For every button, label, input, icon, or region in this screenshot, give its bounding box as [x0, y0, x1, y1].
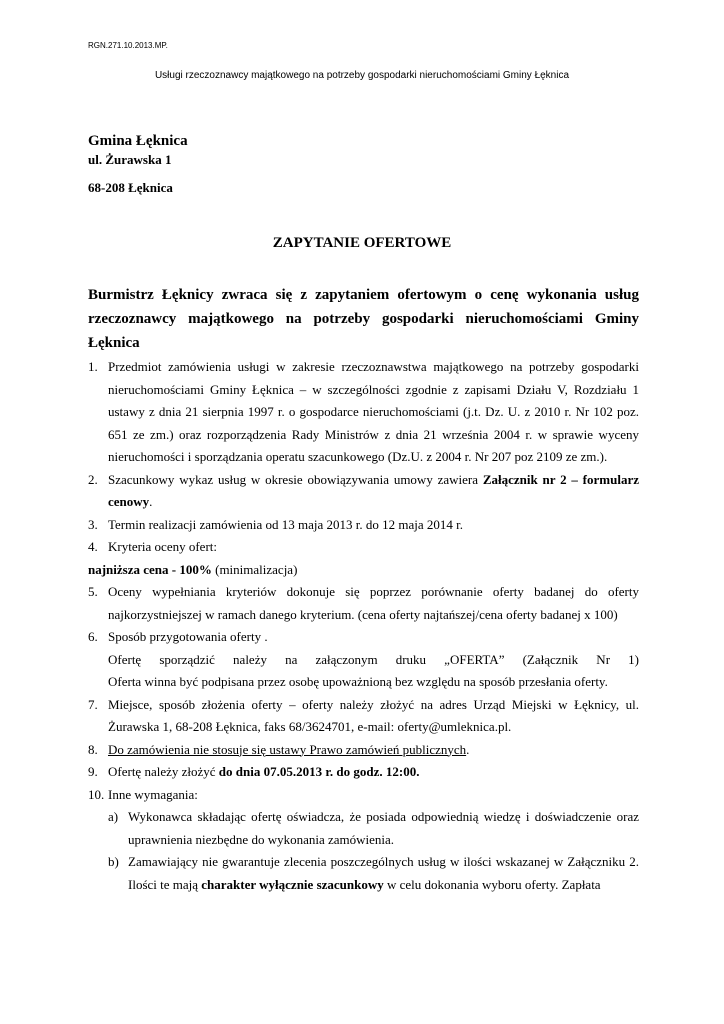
sub-item-letter: a) [108, 809, 119, 824]
address-name: Gmina Łęknica [88, 133, 188, 149]
address-city: 68-208 Łęknica [88, 180, 173, 195]
reference-number: RGN.271.10.2013.MP. [88, 41, 168, 50]
sub-item-text: Zamawiający nie gwarantuje zlecenia poszczególnych usług w ilości wskazanej w Załączniku 2. Ilości te mają [128, 854, 639, 892]
item-text: Przedmiot zamówienia usługi w zakresie rzeczoznawstwa majątkowego na potrzeby gospodarki nieruchomościami Gminy Łęknica – w szczególności zgodnie z zapisami Działu V, Rozdziału 1 ustawy z dnia 21 sierpnia 1997 r. o gospodarce nieruchomościami (j.t. Dz. U. z 2010 r. Nr 102 poz. 651 ze zm.) oraz rozporządzenia Rady Ministrów z dnia 21 września 2004 r. w sprawie wyceny nieruchomości i sporządzania operatu szacunkowego (Dz.U. z 2004 r. Nr 207 poz 2109 ze zm.). [108, 359, 639, 464]
item-number: 10. [88, 786, 105, 802]
sub-item-letter: b) [108, 854, 119, 869]
item-text: Szacunkowy wykaz usług w okresie obowiązywania umowy zawiera [108, 471, 483, 487]
item-number: 3. [88, 516, 98, 532]
item-text-underlined: Do zamówienia nie stosuje się ustawy Prawo zamówień publicznych [108, 741, 467, 757]
item-text: Inne wymagania: [108, 786, 198, 802]
item-text: Miejsce, sposób złożenia oferty – oferty należy złożyć na adres Urząd Miejski w Łęknicy, ul. Żurawska 1, 68-208 Łęknica, faks 68/3624701, e-mail: oferty@umleknica.pl. [108, 696, 639, 734]
item-continuation: Oferta winna być podpisana przez osobę upoważnioną bez względu na sposób przesłania oferty. [108, 674, 608, 689]
item-number: 4. [88, 539, 98, 554]
sub-item-text: w celu dokonania wyboru oferty. Zapłata [383, 876, 601, 892]
item-text-bold: Załącznik nr 2 – formularz cenowy [108, 471, 639, 509]
item-text: . [466, 741, 470, 757]
item-text: . [149, 494, 153, 509]
sub-item-text-bold: charakter wyłącznie szacunkowy [201, 876, 384, 892]
list-item [88, 536, 639, 559]
list-item [88, 784, 639, 807]
criteria-line [88, 559, 639, 582]
item-number: 1. [88, 359, 98, 374]
criteria-bold: najniższa cena - 100% [88, 561, 212, 577]
item-number: 7. [88, 696, 98, 712]
list-item [88, 469, 639, 514]
item-text: Kryteria oceny ofert: [108, 539, 218, 554]
item-text: Sposób przygotowania oferty . [108, 629, 268, 644]
address-street: ul. Żurawska 1 [88, 152, 172, 167]
intro-paragraph: Burmistrz Łęknicy zwraca się z zapytaniem ofertowym o cenę wykonania usług rzeczoznawcy majątkowego na potrzeby gospodarki nieruchomościami Gminy Łęknica [88, 287, 639, 351]
list-item [88, 694, 639, 739]
item-number: 6. [88, 629, 98, 644]
item-text: Oceny wypełniania kryteriów dokonuje się poprzez porównanie oferty badanej do oferty najkorzystniejszej w ramach danego kryterium. (cena oferty najtańszej/cena oferty badanej x 100) [108, 584, 639, 622]
item-number: 8. [88, 741, 98, 757]
list-item [88, 626, 639, 649]
item-number: 5. [88, 584, 98, 599]
criteria-rest: (minimalizacja) [211, 561, 298, 577]
item-text: Ofertę należy złożyć [108, 764, 219, 779]
list-item [88, 581, 639, 626]
document-body [88, 356, 639, 896]
sub-list-item [88, 806, 639, 851]
item-continuation: Ofertę sporządzić należy na załączonym druku „OFERTA” (Załącznik Nr 1) [108, 651, 639, 667]
item-number: 9. [88, 764, 98, 779]
item-text: Termin realizacji zamówienia od 13 maja 2013 r. do 12 maja 2014 r. [108, 516, 464, 532]
sub-list-item [88, 851, 639, 896]
item-number: 2. [88, 471, 98, 487]
sub-item-text: Wykonawca składając ofertę oświadcza, że posiada odpowiednią wiedzę i doświadczenie oraz uprawnienia niezbędne do wykonania zamówienia. [128, 809, 639, 847]
list-item [88, 514, 639, 537]
page-header: Usługi rzeczoznawcy majątkowego na potrzeby gospodarki nieruchomościami Gminy Łęknica [154, 70, 570, 81]
item-text-bold: do dnia 07.05.2013 r. do godz. 12:00. [218, 764, 420, 779]
list-item [88, 761, 639, 784]
list-item [88, 356, 639, 469]
list-item [88, 739, 639, 762]
document-title: ZAPYTANIE OFERTOWE [272, 235, 452, 251]
